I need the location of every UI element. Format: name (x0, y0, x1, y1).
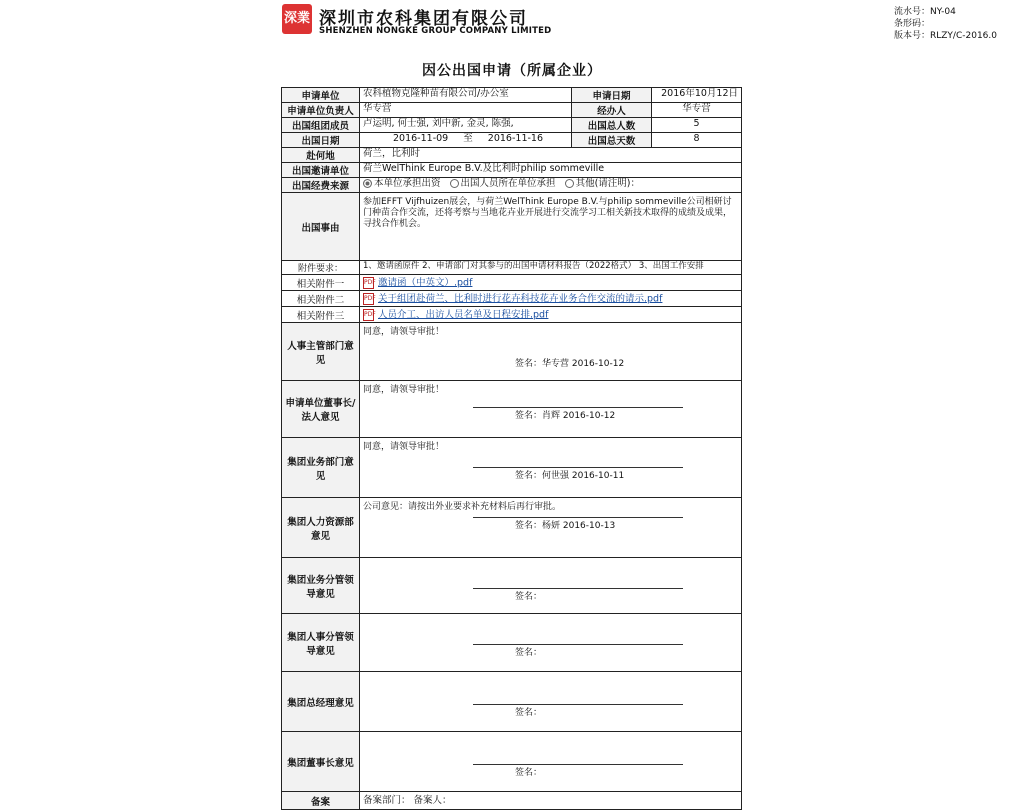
attachment-label: 相关附件三 (282, 307, 360, 323)
form-row-funding (282, 178, 742, 193)
date-to: 2016-11-16 (487, 133, 544, 144)
opinion-signature: 签名： (515, 708, 543, 718)
label-remark: 备案 (282, 792, 360, 810)
attachment-label: 相关附件一 (282, 275, 360, 291)
opinion-label: 申请单位董事长/法人意见 (282, 381, 360, 438)
serial-number: 流水号：NY-04 (894, 7, 956, 17)
form-row-reason (282, 193, 742, 261)
opinion-label: 集团总经理意见 (282, 672, 360, 732)
company-name-en: SHENZHEN NONGKE GROUP COMPANY LIMITED (319, 26, 552, 36)
attachment-cell (360, 275, 742, 291)
label-reason: 出国事由 (282, 193, 360, 261)
attachment-cell (360, 291, 742, 307)
value-handler: 华专营 (652, 103, 742, 118)
opinion-label: 集团业务分管领导意见 (282, 558, 360, 614)
opinion-cell (360, 732, 742, 792)
funding-options (360, 178, 742, 193)
opinion-text: 同意，请领导审批！ (363, 385, 445, 395)
form-row-remark (282, 792, 742, 810)
opinion-signature: 签名： (515, 648, 543, 658)
attachment-link[interactable]: 关于组团赴荷兰、比利时进行花卉科技花卉业务合作交流的请示.pdf (378, 293, 663, 304)
label-attachment-req: 附件要求： (282, 261, 360, 275)
attachment-link[interactable]: 邀请函（中英文）.pdf (378, 277, 473, 288)
opinion-cell (360, 381, 742, 438)
opinion-signature: 签名：华专营 2016-10-12 (515, 359, 625, 369)
opinion-signature: 签名： (515, 768, 543, 778)
label-apply-date: 申请日期 (572, 88, 652, 103)
opinion-row-group-business (282, 438, 742, 498)
funding-radio-other[interactable] (565, 179, 574, 188)
attachment-cell (360, 307, 742, 323)
form-row-inviter (282, 163, 742, 178)
opinion-row-business-leader (282, 558, 742, 614)
opinion-text: 同意，请领导审批！ (363, 442, 445, 452)
opinion-label: 人事主管部门意见 (282, 323, 360, 381)
form-row-members (282, 118, 742, 133)
form-row-attachment-req (282, 261, 742, 275)
opinion-label: 集团业务部门意见 (282, 438, 360, 498)
label-destination: 赴何地 (282, 148, 360, 163)
date-to-word: 至 (463, 133, 473, 144)
opinion-cell (360, 672, 742, 732)
opinion-row-chairman-group (282, 732, 742, 792)
form-title: 因公出国申请（所属企业） (422, 63, 602, 79)
funding-radio-personnel-unit[interactable] (450, 179, 459, 188)
document-header (282, 4, 997, 46)
value-reason: 参加EFFT Vijfhuizen展会，与荷兰WelThink Europe B.V.与philip sommeville公司相研讨门种苗合作交流，还将考察与当地花卉业开展进行交流学习工相关新技术取得的成绩及成果，寻找合作机会。 (360, 193, 742, 261)
label-dates: 出国日期 (282, 133, 360, 148)
attachment-link[interactable]: 人员介工、出访人员名单及日程安排.pdf (378, 309, 549, 320)
value-applicant-unit: 农科植物克隆种苗有限公司/办公室 (360, 88, 572, 103)
opinion-text: 公司意见：请按出外业要求补充材料后再行审批。 (363, 502, 562, 512)
opinion-row-group-hr (282, 498, 742, 558)
opinion-signature: 签名：何世强 2016-10-11 (515, 471, 625, 481)
value-apply-date: 2016年10月12日 (652, 88, 742, 103)
pdf-icon: PDF (363, 277, 374, 289)
value-unit-head: 华专营 (360, 103, 572, 118)
opinion-cell (360, 438, 742, 498)
value-total-days: 8 (652, 133, 742, 148)
opinion-cell (360, 498, 742, 558)
value-total-people: 5 (652, 118, 742, 133)
funding-option-personnel-unit: 出国人员所在单位承担 (460, 178, 556, 189)
barcode-label: 条形码： (894, 19, 931, 29)
funding-option-other: 其他(请注明)： (575, 178, 641, 189)
attachment-row (282, 307, 742, 323)
opinion-signature: 签名：杨妍 2016-10-13 (515, 521, 616, 531)
opinion-signature: 签名： (515, 592, 543, 602)
label-applicant-unit: 申请单位 (282, 88, 360, 103)
application-form (281, 87, 742, 810)
value-inviter: 荷兰WelThink Europe B.V.及比利时philip sommeville (360, 163, 742, 178)
form-row-applicant-unit (282, 88, 742, 103)
form-row-dates (282, 133, 742, 148)
opinion-label: 集团董事长意见 (282, 732, 360, 792)
label-funding: 出国经费来源 (282, 178, 360, 193)
opinion-label: 集团人事分管领导意见 (282, 614, 360, 672)
form-row-destination (282, 148, 742, 163)
attachment-row (282, 291, 742, 307)
opinion-cell (360, 614, 742, 672)
label-total-days: 出国总天数 (572, 133, 652, 148)
value-attachment-req: 1、邀请函原件 2、申请部门对其参与的出国申请材料报告（2022格式） 3、出国工作安排 (360, 261, 742, 275)
pdf-icon: PDF (363, 293, 374, 305)
opinion-label: 集团人力资源部意见 (282, 498, 360, 558)
label-members: 出国组团成员 (282, 118, 360, 133)
label-inviter: 出国邀请单位 (282, 163, 360, 178)
opinion-row-chairman-unit (282, 381, 742, 438)
opinion-row-general-manager (282, 672, 742, 732)
value-remark: 备案部门： 备案人： (360, 792, 742, 810)
funding-option-unit: 本单位承担出资 (374, 178, 441, 189)
attachment-label: 相关附件二 (282, 291, 360, 307)
value-members: 卢运明, 何士强, 刘中新, 金灵, 陈强, (360, 118, 572, 133)
opinion-cell (360, 558, 742, 614)
label-unit-head: 申请单位负责人 (282, 103, 360, 118)
opinion-cell (360, 323, 742, 381)
date-from: 2016-11-09 (393, 133, 449, 144)
value-destination: 荷兰，比利时 (360, 148, 742, 163)
document-meta (894, 6, 997, 42)
funding-radio-unit[interactable] (363, 179, 372, 188)
opinion-row-hr-leader (282, 614, 742, 672)
opinion-text: 同意，请领导审批！ (363, 327, 445, 337)
label-handler: 经办人 (572, 103, 652, 118)
opinion-signature: 签名：肖辉 2016-10-12 (515, 411, 616, 421)
company-name-cn: 深圳市农科集团有限公司 (319, 9, 528, 29)
pdf-icon: PDF (363, 309, 374, 321)
company-logo-icon: 深業 (282, 4, 312, 34)
value-dates (360, 133, 572, 148)
form-row-unit-head (282, 103, 742, 118)
label-total-people: 出国总人数 (572, 118, 652, 133)
version-number: 版本号：RLZY/C-2016.0 (894, 31, 997, 41)
opinion-row-hr-dept (282, 323, 742, 381)
attachment-row (282, 275, 742, 291)
